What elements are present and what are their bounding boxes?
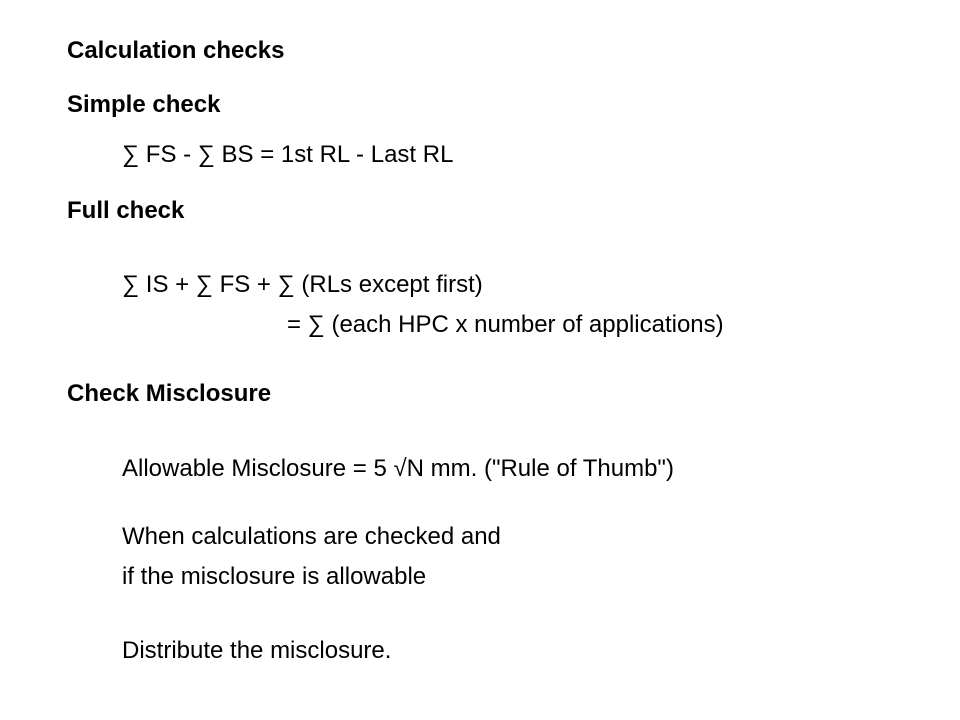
check-misclosure-heading: Check Misclosure (67, 380, 272, 407)
condition-line-1: When calculations are checked and (122, 523, 501, 550)
full-check-formula-line-2: = ∑ (each HPC x number of applications) (287, 311, 724, 338)
distribute-misclosure-text: Distribute the misclosure. (122, 637, 392, 664)
full-check-formula-line-1: ∑ IS + ∑ FS + ∑ (RLs except first) (122, 271, 483, 298)
condition-line-2: if the misclosure is allowable (122, 563, 427, 590)
full-check-heading: Full check (67, 197, 185, 224)
simple-check-heading: Simple check (67, 91, 221, 118)
simple-check-formula: ∑ FS - ∑ BS = 1st RL - Last RL (122, 141, 454, 168)
allowable-misclosure-text: Allowable Misclosure = 5 √N mm. ("Rule of Thumb") (122, 455, 674, 482)
page-title: Calculation checks (67, 37, 285, 64)
